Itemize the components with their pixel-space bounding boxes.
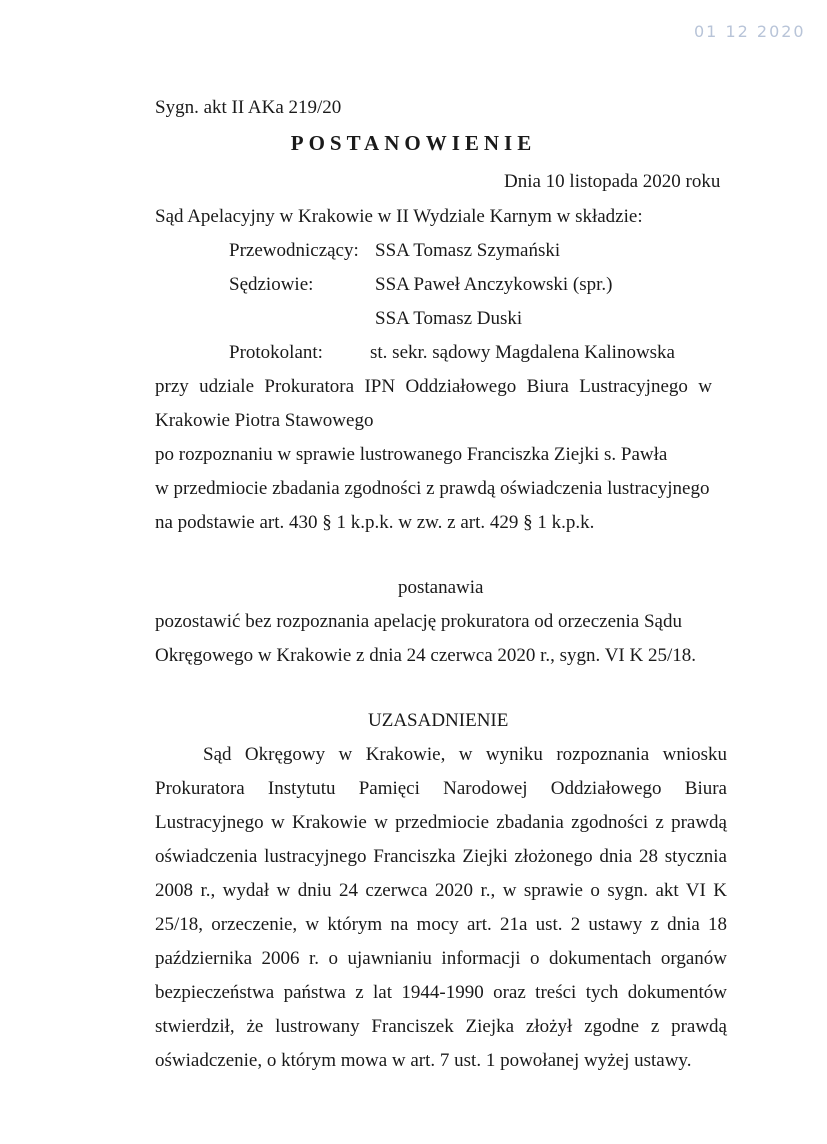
text-line: oświadczenie, o którym mowa w art. 7 ust. 1 powołanej wyżej ustawy. [155, 1050, 692, 1071]
text-line: Sąd Okręgowy w Krakowie, w wyniku rozpoznania wniosku [203, 744, 727, 765]
case-reference: Sygn. akt II AKa 219/20 [155, 97, 342, 118]
text-line: po rozpoznaniu w sprawie lustrowanego Franciszka Ziejki s. Pawła [155, 444, 668, 465]
text-line: oświadczenia lustracyjnego Franciszka Ziejki złożonego dnia 28 stycznia [155, 846, 727, 867]
text-line: października 2006 r. o ujawnianiu informacji o dokumentach organów [155, 948, 727, 969]
text-line: Prokuratora Instytutu Pamięci Narodowej Oddziałowego Biura [155, 778, 727, 799]
clerk-name: st. sekr. sądowy Magdalena Kalinowska [370, 342, 675, 363]
judge-name: SSA Tomasz Duski [375, 308, 523, 329]
justification-heading: UZASADNIENIE [368, 710, 509, 731]
text-line: Lustracyjnego w Krakowie w przedmiocie zbadania zgodności z prawdą [155, 812, 727, 833]
text-line: w przedmiocie zbadania zgodności z prawdą oświadczenia lustracyjnego [155, 478, 710, 499]
judges-label: Sędziowie: [229, 274, 314, 295]
text-line: 2008 r., wydał w dniu 24 czerwca 2020 r., w sprawie o sygn. akt VI K [155, 880, 727, 901]
text-line: bezpieczeństwa państwa z lat 1944-1990 oraz treści tych dokumentów [155, 982, 727, 1003]
text-line: Krakowie Piotra Stawowego [155, 410, 374, 431]
text-line: przy udziale Prokuratora IPN Oddziałowego Biura Lustracyjnego w [155, 376, 712, 397]
decision-heading: postanawia [398, 577, 484, 598]
text-line: pozostawić bez rozpoznania apelację prokuratora od orzeczenia Sądu [155, 611, 682, 632]
presiding-label: Przewodniczący: [229, 240, 359, 261]
text-line: Okręgowego w Krakowie z dnia 24 czerwca 2020 r., sygn. VI K 25/18. [155, 645, 697, 666]
clerk-label: Protokolant: [229, 342, 323, 363]
date-stamp: 01 12 2020 [694, 22, 806, 41]
text-line: stwierdził, że lustrowany Franciszek Ziejka złożył zgodne z prawdą [155, 1016, 727, 1037]
presiding-name: SSA Tomasz Szymański [375, 240, 561, 261]
date-line: Dnia 10 listopada 2020 roku [504, 171, 721, 192]
court-line: Sąd Apelacyjny w Krakowie w II Wydziale Karnym w składzie: [155, 206, 643, 227]
text-line: na podstawie art. 430 § 1 k.p.k. w zw. z art. 429 § 1 k.p.k. [155, 512, 595, 533]
text-line: 25/18, orzeczenie, w którym na mocy art. 21a ust. 2 ustawy z dnia 18 [155, 914, 727, 935]
judge-name: SSA Paweł Anczykowski (spr.) [375, 274, 613, 295]
document-title: POSTANOWIENIE [290, 131, 537, 155]
